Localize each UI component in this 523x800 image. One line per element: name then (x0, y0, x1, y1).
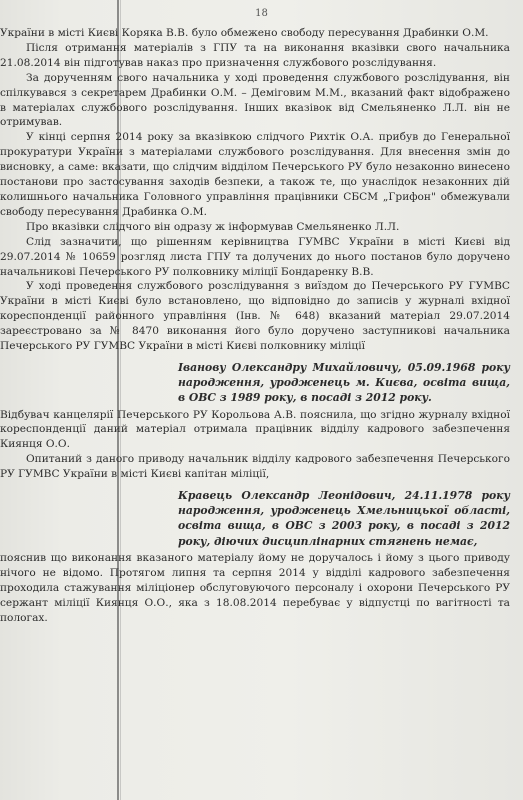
paragraph-1: України в місті Києві Коряка В.В. було обмежено свободу пересування Драбинки О.М. (0, 27, 489, 39)
document-body (0, 26, 510, 625)
page-number: 18 (255, 8, 268, 19)
paragraph-10: пояснив що виконання вказаного матеріалу йому не доручалось і йому з цього приводу нічого не відомо. Протягом липня та серпня 2014 у відділі кадрового забезпечення проходила стажування міліціонер обслуговуючого персоналу і охорони Печерського РУ сержант міліції Киянця О.О., яка з 18.08.2014 перебуває у відпустці по вагітності та пологах. (0, 551, 510, 624)
paragraph-9: Опитаний з даного приводу начальник відділу кадрового забезпечення Печерського РУ ГУМВС України в місті Києві капітан міліції, (0, 453, 510, 481)
paragraph-6: Слід зазначити, що рішенням керівництва ГУМВС України в місті Києві від 29.07.2014 № 10659 розгляд листа ГПУ та долучених до нього постанов було доручено начальникові Печерського РУ полковнику міліції Бондаренку В.В. (0, 235, 510, 278)
person-2-details: Кравець Олександр Леонідович, 24.11.1978 року народження, уродженець Хмельницької області, освіта вища, в ОВС з 2003 року, в посаді з 2012 року, діючих дисциплінарних стягнень немає, (178, 489, 510, 548)
person-heading-2 (0, 488, 510, 549)
paragraph-8: Відбувач канцелярії Печерського РУ Корольова А.В. пояснила, що згідно журналу вхідної кореспонденції даний матеріал отримала працівник відділу кадрового забезпечення Киянця О.О. (0, 408, 510, 451)
person-heading-1 (0, 360, 510, 406)
paragraph-4: У кінці серпня 2014 року за вказівкою слідчого Рихтік О.А. прибув до Генеральної прокуратури України з матеріалами службового розслідування. Для внесення змін до висновку, а саме: вказати, що слідчим відділом Печерського РУ було незаконно винесено постанови про застосування заходів безпеки, а також те, що унаслідок незаконних дій колишнього начальника Головного управління працівники СБСМ „Грифон" обмежували свободу пересування Драбинка О.М. (0, 131, 510, 218)
paragraph-2: Після отримання матеріалів з ГПУ та на виконання вказівки свого начальника 21.08.2014 він підготував наказ про призначення службового розслідування. (0, 41, 510, 69)
paragraph-7: У ході проведення службового розслідування з виїздом до Печерського РУ ГУМВС України в місті Києві було встановлено, що відповідно до записів у журналі вхідної кореспонденції районного управління (Інв. № 648) вказаний матеріал 29.07.2014 зареєстровано за № 8470 виконання його було доручено заступникові начальника Печерського РУ ГУМВС України в місті Києві полковнику міліції (0, 280, 510, 353)
paragraph-3: За дорученням свого начальника у ході проведення службового розслідування, він спілкувався з секретарем Драбинки О.М. – Деміговим М.М., вказаний факт відображено в матеріалах службового розслідування. Інших вказівок від Смельяненко Л.Л. він не отримував. (0, 71, 510, 129)
paragraph-5: Про вказівки слідчого він одразу ж інформував Смельяненко Л.Л. (26, 220, 400, 233)
person-1-details: Іванову Олександру Михайловичу, 05.09.1968 року народження, уродженець м. Києва, освіта вища, в ОВС з 1989 року, в посаді з 2012 року. (178, 360, 510, 405)
